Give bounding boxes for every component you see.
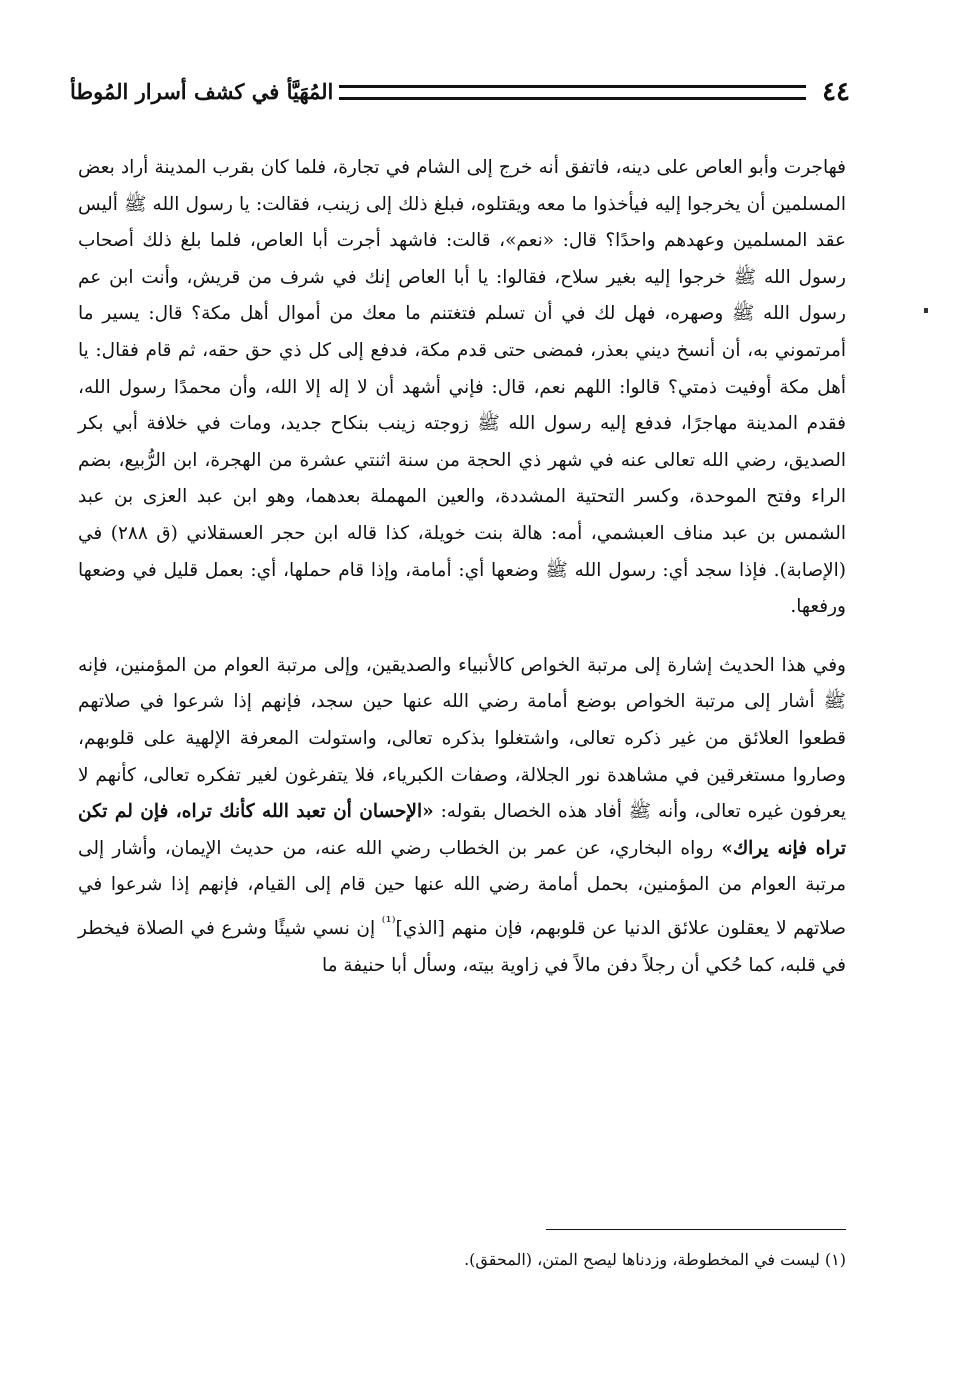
paragraph-2-text-c: إن نسي شيئًا وشرع في الصلاة فيخطر في قلبه، كما حُكي أن رجلاً دفن مالاً في زاوية بيته، وسأل أبا حنيفة ما: [78, 918, 846, 976]
paragraph-2-text-b: رواه البخاري، عن عمر بن الخطاب رضي الله عنه، من حديث الإيمان، وأشار إلى مرتبة العوام من المؤمنين، بحمل أمامة رضي الله عنها حين قام إلى القيام، فإنهم إذا شرعوا في صلاتهم لا يعقلون علائق الدنيا عن قلوبهم، فإن منهم [الذي]: [78, 837, 846, 940]
paragraph-2: [78, 648, 846, 985]
book-title: المُهَيَّأ في كشف أسرار المُوطأ: [70, 79, 334, 104]
paragraph-2-text-a: وفي هذا الحديث إشارة إلى مرتبة الخواص كالأنبياء والصديقين، وإلى مرتبة العوام من المؤمنين، فإنه ﷺ أشار إلى مرتبة الخواص بوضع أمامة رضي الله عنها حين سجد، فإنهم إذا شرعوا في صلاتهم قطعوا العلائق من غير ذكره تعالى، واشتغلوا بذكره تعالى، واستولت المعرفة الإلهية على قلوبهم، وصاروا مستغرقين في مشاهدة نور الجلالة، وصفات الكبرياء، فلا يتفرغون لغير تفكره تعالى، كأنهم لا يعرفون غيره تعالى، وأنه ﷺ أفاد هذه الخصال بقوله:: [78, 654, 846, 823]
margin-mark: [924, 308, 928, 313]
paragraph-1: فهاجرت وأبو العاص على دينه، فاتفق أنه خرج إلى الشام في تجارة، فلما كان بقرب المدينة أراد بعض المسلمين أن يخرجوا إليه فيأخذوا ما معه ويقتلوه، فبلغ ذلك إلى زينب، فقالت: يا رسول الله ﷺ أليس عقد المسلمين وعهدهم واحدًا؟ قال: «نعم»، قالت: فاشهد أجرت أبا العاص، فلما بلغ ذلك أصحاب رسول الله ﷺ خرجوا إليه بغير سلاح، فقالوا: يا أبا العاص إنك في شرف من قريش، وأنت ابن عم رسول الله ﷺ وصهره، فهل لك في أن تسلم فتغتنم ما معك من أموال أهل مكة؟ قال: يسير ما أمرتموني به، أن أنسخ ديني بعذر، فمضى حتى قدم مكة، فدفع إلى كل ذي حق حقه، ثم قام فقال: يا أهل مكة أوفيت ذمتي؟ قالوا: اللهم نعم، قال: فإني أشهد أن لا إله إلا الله، وأن محمدًا رسول الله، فقدم المدينة مهاجرًا، فدفع إليه رسول الله ﷺ زوجته زينب بنكاح جديد، ومات في خلافة أبي بكر الصديق، رضي الله تعالى عنه في شهر ذي الحجة من سنة اثنتي عشرة من الهجرة، ابن الرُّبيع، بضم الراء وفتح الموحدة، وكسر التحتية المشددة، والعين المهملة بعدهما، وهو ابن عبد العزى بن عبد الشمس بن عبد مناف العبشمي، أمه: هالة بنت خويلة، كذا قاله ابن حجر العسقلاني (ق ٢٨٨) في (الإصابة). فإذا سجد أي: رسول الله ﷺ وضعها أي: أمامة، وإذا قام حملها، أي: بعمل قليل في وضعها ورفعها.: [78, 157, 846, 618]
page-number: ٤٤: [822, 77, 850, 107]
page-header: [70, 72, 850, 112]
main-text: [78, 150, 846, 984]
footnote: (١) ليست في المخطوطة، وزدناها ليصح المتن، (المحقق).: [464, 1250, 846, 1269]
footnote-reference: ⁽¹⁾: [381, 912, 396, 931]
header-rule: [339, 85, 806, 100]
footnote-divider: [546, 1229, 846, 1230]
hadith-quote: «الإحسان أن تعبد الله كأنك تراه، فإن لم تكن تراه فإنه يراك»: [78, 801, 846, 859]
